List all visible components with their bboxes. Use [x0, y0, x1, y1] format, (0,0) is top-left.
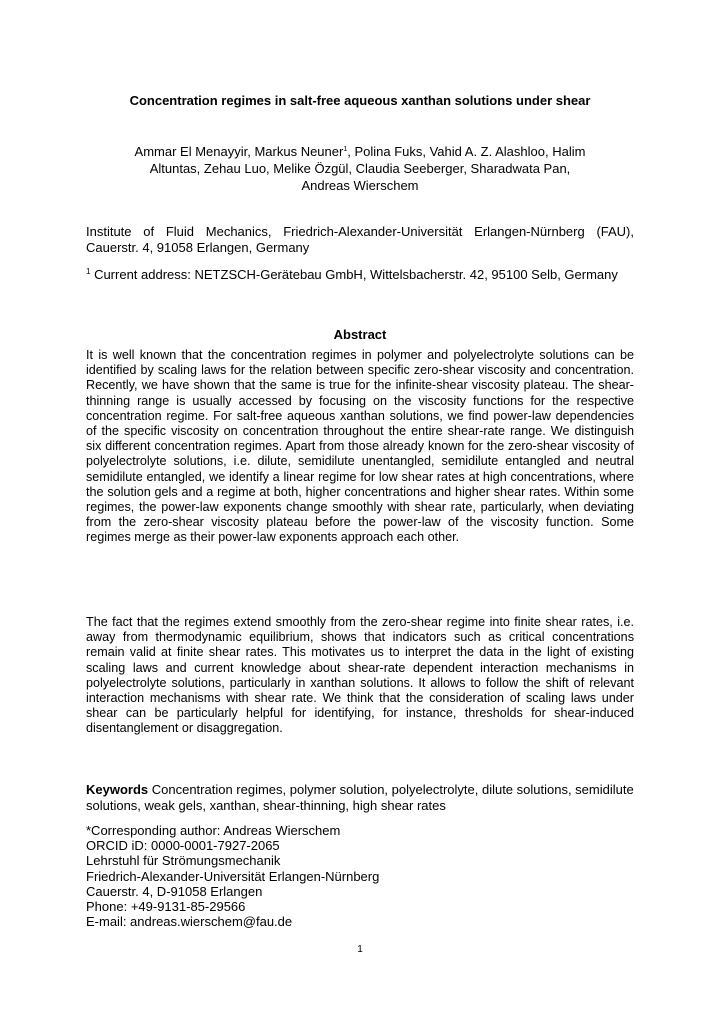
contact-author: *Corresponding author: Andreas Wierschem — [86, 823, 341, 838]
author-footnote-mark: 1 — [343, 146, 348, 153]
footnote-mark: 1 — [86, 267, 91, 276]
author-list — [86, 141, 634, 194]
keywords-label: Keywords — [86, 782, 149, 797]
page-number: 1 — [357, 944, 363, 955]
contact-chair: Lehrstuhl für Strömungsmechanik — [86, 853, 281, 869]
current-address-text: Current address: NETZSCH-Gerätebau GmbH, Wittelsbacherstr. 42, 95100 Selb, Germany — [90, 267, 618, 282]
author-line-1 — [86, 141, 634, 160]
paper-title: Concentration regimes in salt-free aqueous xanthan solutions under shear — [129, 93, 591, 108]
contact-phone: Phone: +49-9131-85-29566 — [86, 899, 246, 915]
affiliation: Institute of Fluid Mechanics, Friedrich-Alexander-Universität Erlangen-Nürnberg (FAU), Cauerstr. 4, 91058 Erlangen, Germany — [86, 224, 634, 255]
contact-street: Cauerstr. 4, D-91058 Erlangen — [86, 883, 263, 899]
contact-email: E-mail: andreas.wierschem@fau.de — [86, 914, 293, 930]
author-text: , Polina Fuks, Vahid A. Z. Alashloo, Halim — [347, 144, 586, 159]
keywords-text: Concentration regimes, polymer solution, polyelectrolyte, dilute solutions, semidilute solutions, weak gels, xanthan, shear-thinning, high shear rates — [86, 782, 634, 813]
contact-orcid: ORCID iD: 0000-0001-7927-2065 — [86, 838, 280, 854]
abstract-paragraph-2: The fact that the regimes extend smoothly from the zero-shear regime into finite shear rates, i.e. away from thermodynamic equilibrium, shows that indicators such as critical concentrations remain valid at finite shear rates. This motivates us to interpret the data in the light of existing scaling laws and current knowledge about shear-rate dependent interaction mechanisms in polyelectrolyte solutions, particularly in xanthan solutions. It allows to follow the shift of relevant interaction mechanisms with shear rate. We think that the consideration of scaling laws under shear can be particularly helpful for identifying, for instance, thresholds for shear-induced disentanglement or disaggregation. — [86, 615, 634, 736]
abstract-heading: Abstract — [333, 327, 387, 342]
abstract-paragraph-1: It is well known that the concentration regimes in polymer and polyelectrolyte solutions can be identified by scaling laws for the relation between specific zero-shear viscosity and concentration. Recently, we have shown that the same is true for the infinite-shear viscosity plateau. The shear-thinning range is usually accessed by focusing on the viscosity functions for the respective concentration regime. For salt-free aqueous xanthan solutions, we find power-law dependencies of the specific viscosity on concentration throughout the entire shear-rate range. We distinguish six different concentration regimes. Apart from those already known for the zero-shear viscosity of polyelectrolyte solutions, i.e. dilute, semidilute unentangled, semidilute entangled and neutral semidilute entangled, we identify a linear regime for low shear rates at high concentrations, where the solution gels and a regime at both, higher concentrations and higher shear rates. Within some regimes, the power-law exponents change smoothly with shear rate, particularly, when deviating from the zero-shear viscosity plateau before the power-law of the viscosity function. Some regimes merge as their power-law exponents approach each other. — [86, 348, 634, 545]
contact-block — [86, 823, 634, 929]
keywords — [86, 782, 634, 814]
author-text: Ammar El Menayyir, Markus Neuner — [134, 144, 344, 159]
author-line-2: Altuntas, Zehau Luo, Melike Özgül, Claudia Seeberger, Sharadwata Pan, — [149, 161, 571, 176]
contact-university: Friedrich-Alexander-Universität Erlangen-Nürnberg — [86, 868, 380, 884]
current-address — [86, 264, 634, 283]
author-line-3: Andreas Wierschem — [301, 178, 419, 193]
